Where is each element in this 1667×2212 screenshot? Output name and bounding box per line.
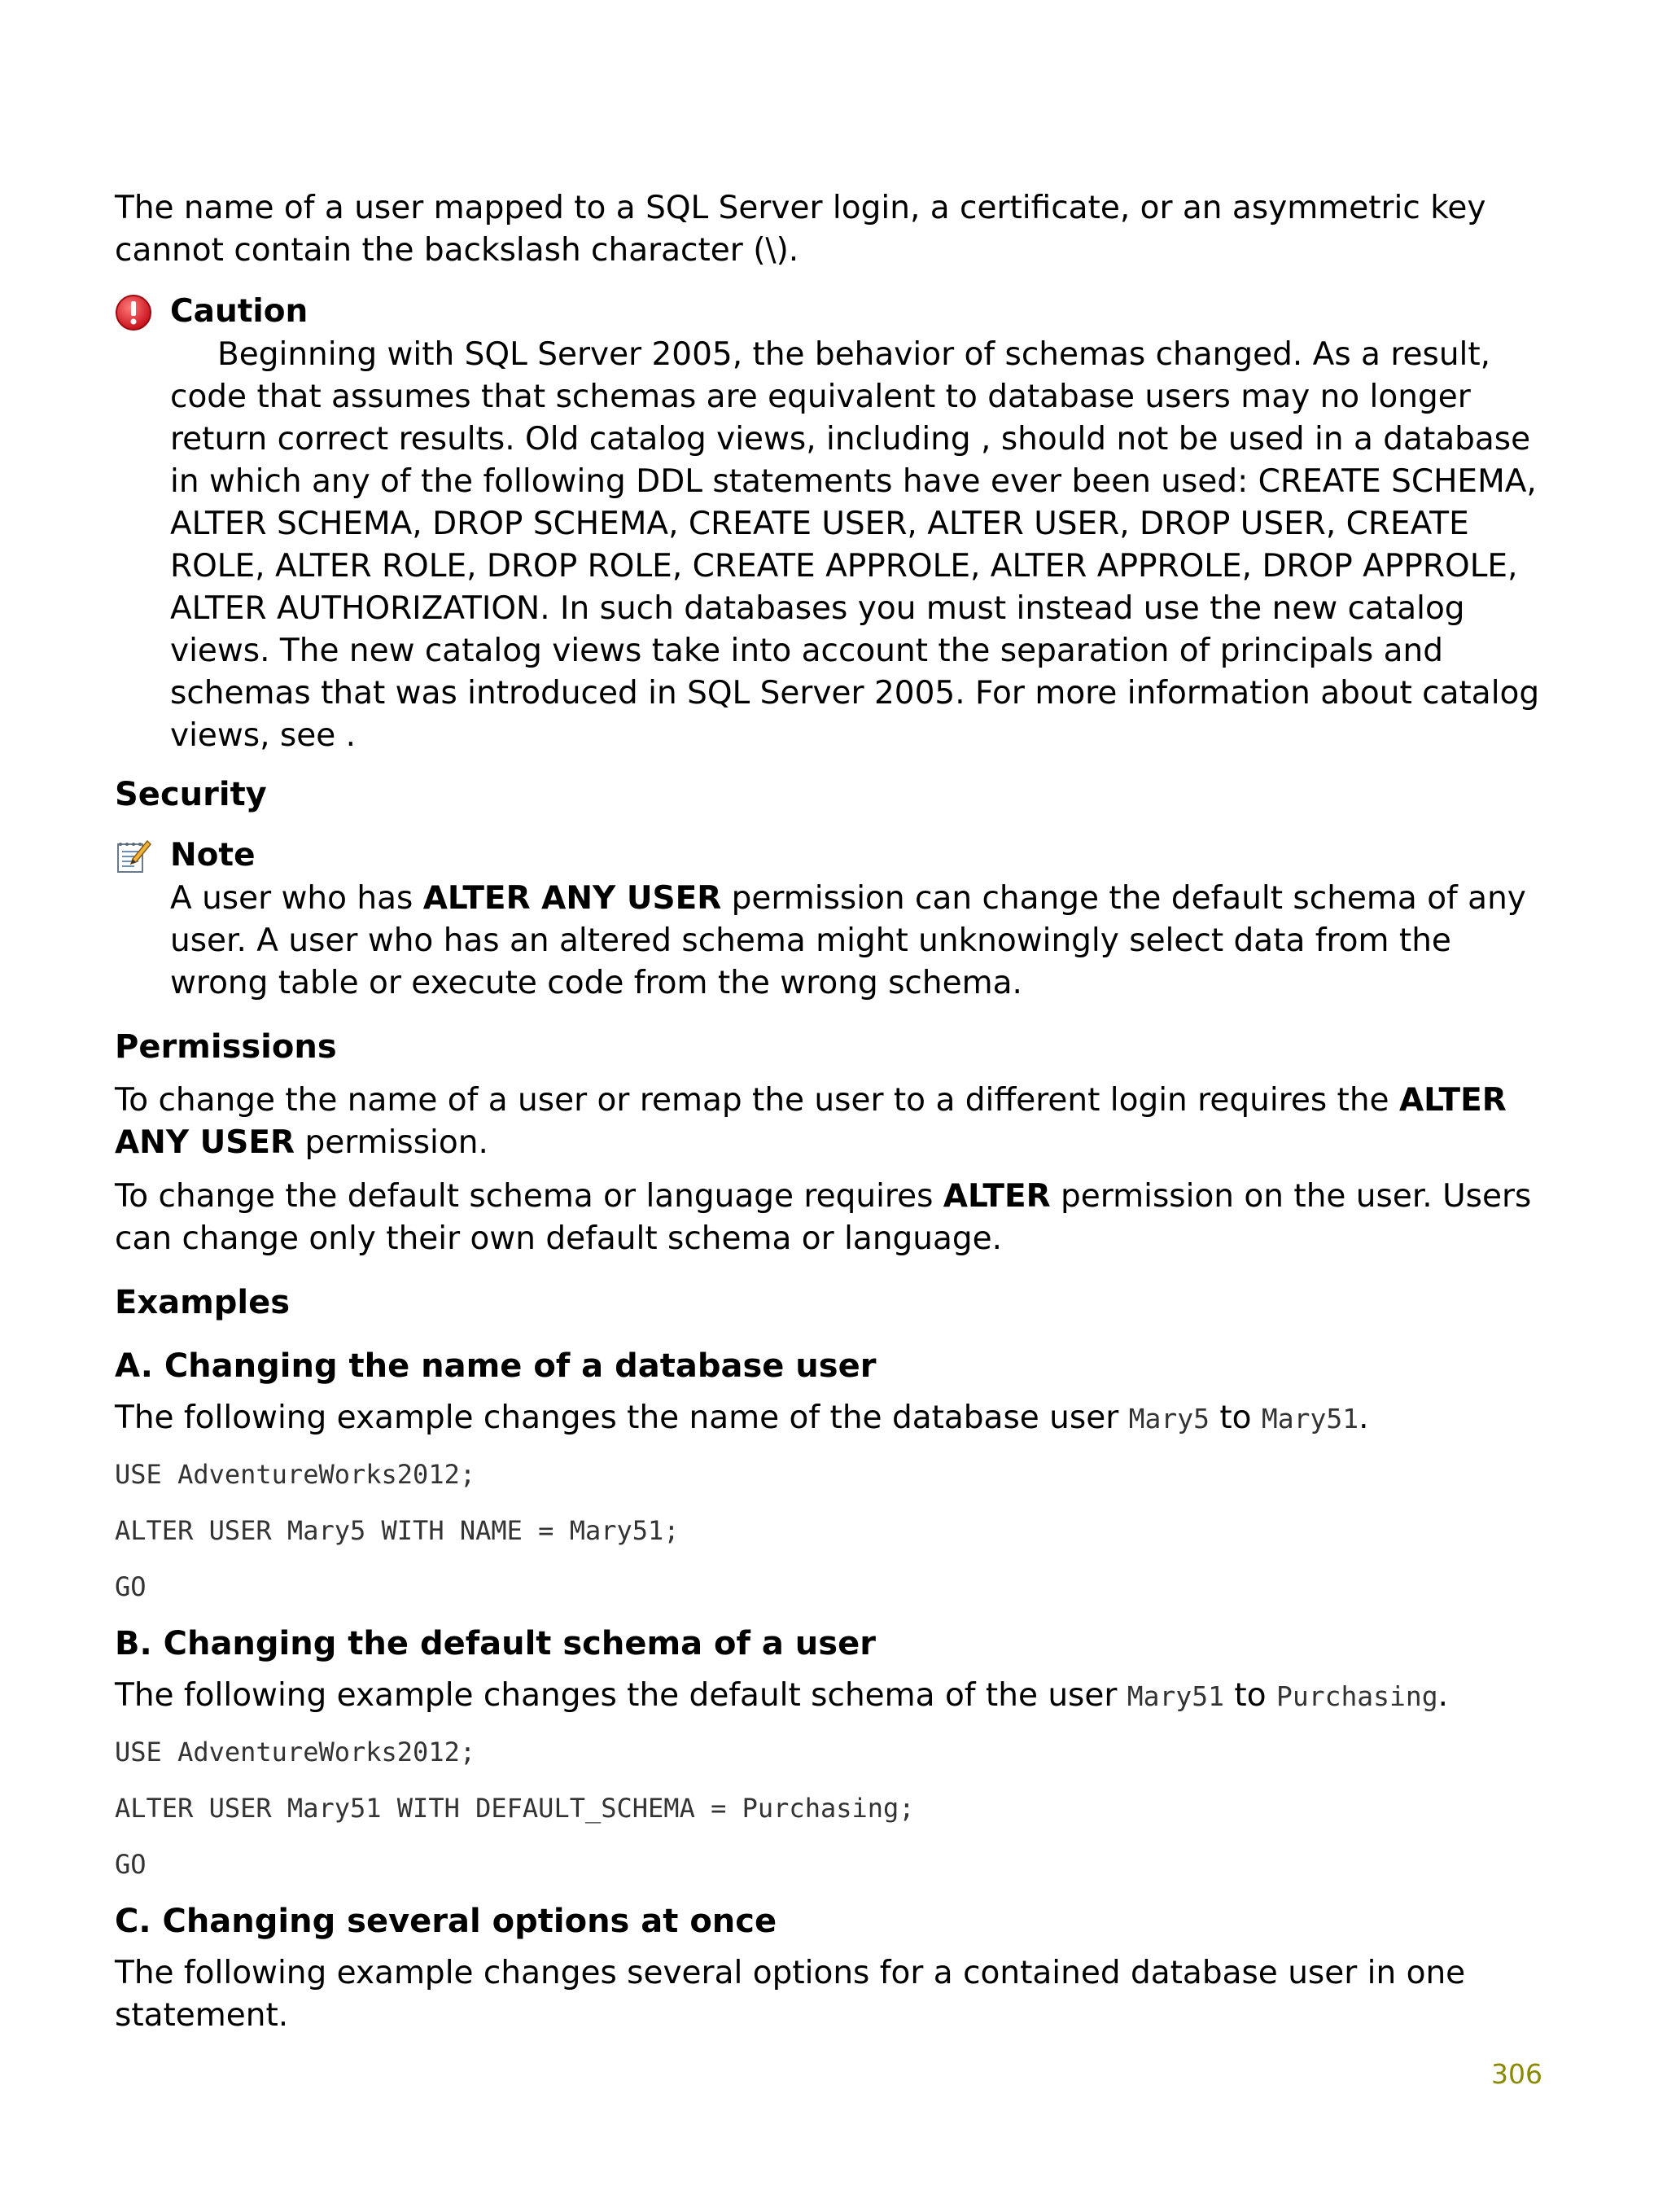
example-a-code-line: GO xyxy=(115,1571,147,1602)
example-c-heading: C. Changing several options at once xyxy=(115,1903,777,1940)
example-a-text-end: . xyxy=(1359,1399,1369,1436)
permissions-p2-text: To change the default schema or language requires xyxy=(115,1178,943,1215)
permissions-p1-text: To change the name of a user or remap the user to a different login requires the xyxy=(115,1082,1399,1119)
permissions-paragraph-2 xyxy=(115,1176,1547,1260)
document-page xyxy=(115,187,1547,2037)
permissions-p2-bold: ALTER xyxy=(943,1178,1051,1215)
example-b-code-line: ALTER USER Mary51 WITH DEFAULT_SCHEMA = Purchasing; xyxy=(115,1793,915,1824)
example-a-code-new-name: Mary51 xyxy=(1261,1403,1359,1435)
caution-icon xyxy=(115,294,152,331)
note-callout xyxy=(115,835,1547,1005)
caution-title: Caution xyxy=(170,293,308,330)
security-heading: Security xyxy=(115,776,267,813)
example-a-text-mid: to xyxy=(1209,1399,1262,1436)
example-a-text: The following example changes the name of the database user xyxy=(115,1399,1129,1436)
example-a-code-old-name: Mary5 xyxy=(1128,1403,1210,1435)
permissions-p1-text-end: permission. xyxy=(295,1124,488,1161)
example-a-heading: A. Changing the name of a database user xyxy=(115,1347,877,1385)
example-a-description xyxy=(115,1397,1547,1440)
example-b-code-line: USE AdventureWorks2012; xyxy=(115,1737,476,1767)
example-c-description: The following example changes several options for a contained database user in one statement. xyxy=(115,1955,1466,2034)
note-title: Note xyxy=(170,837,256,874)
example-b-code-schema: Purchasing xyxy=(1275,1680,1438,1712)
example-a-code-line: ALTER USER Mary5 WITH NAME = Mary51; xyxy=(115,1515,680,1546)
permissions-p1-bold: ALTER ANY USER xyxy=(115,1082,1507,1161)
caution-body: Beginning with SQL Server 2005, the behavior of schemas changed. As a result, code that assumes that schemas are equivalent to database users may no longer return correct results. Old catalog views, including , should not be used in a database in which any of the following DDL statements have ever been used: CREATE SCHEMA, ALTER SCHEMA, DROP SCHEMA, CREATE USER, ALTER USER, DROP USER, CREATE ROLE, ALTER ROLE, DROP ROLE, CREATE APPROLE, ALTER APPROLE, DROP APPROLE, ALTER AUTHORIZATION. In such databases you must instead use the new catalog views. The new catalog views take into account the separation of principals and schemas that was introduced in SQL Server 2005. For more information about catalog views, see . xyxy=(170,336,1540,754)
note-body-text: A user who has xyxy=(170,880,423,917)
example-b-code-user: Mary51 xyxy=(1127,1680,1225,1712)
permissions-paragraph-1 xyxy=(115,1080,1547,1164)
permissions-heading: Permissions xyxy=(115,1028,337,1066)
example-b-text-mid: to xyxy=(1224,1677,1276,1714)
example-b-text: The following example changes the default schema of the user xyxy=(115,1677,1127,1714)
examples-heading: Examples xyxy=(115,1284,291,1321)
note-body-bold: ALTER ANY USER xyxy=(422,880,722,917)
intro-paragraph: The name of a user mapped to a SQL Server login, a certificate, or an asymmetric key cannot contain the backslash character (\). xyxy=(115,190,1486,269)
example-b-code-line: GO xyxy=(115,1849,147,1880)
example-a-code-line: USE AdventureWorks2012; xyxy=(115,1459,476,1490)
note-body-text-end: permission can change the default schema of any user. A user who has an altered schema might unknowingly select data from the wrong table or execute code from the wrong schema. xyxy=(170,880,1526,1001)
permissions-p2-text-end: permission on the user. Users can change only their own default schema or language. xyxy=(115,1178,1532,1257)
page-number: 306 xyxy=(1491,2058,1542,2090)
example-b-text-end: . xyxy=(1437,1677,1449,1714)
example-b-description xyxy=(115,1675,1547,1718)
note-body xyxy=(170,878,1547,1005)
caution-callout xyxy=(115,291,1547,757)
example-b-heading: B. Changing the default schema of a user xyxy=(115,1625,876,1662)
note-icon xyxy=(115,838,152,875)
